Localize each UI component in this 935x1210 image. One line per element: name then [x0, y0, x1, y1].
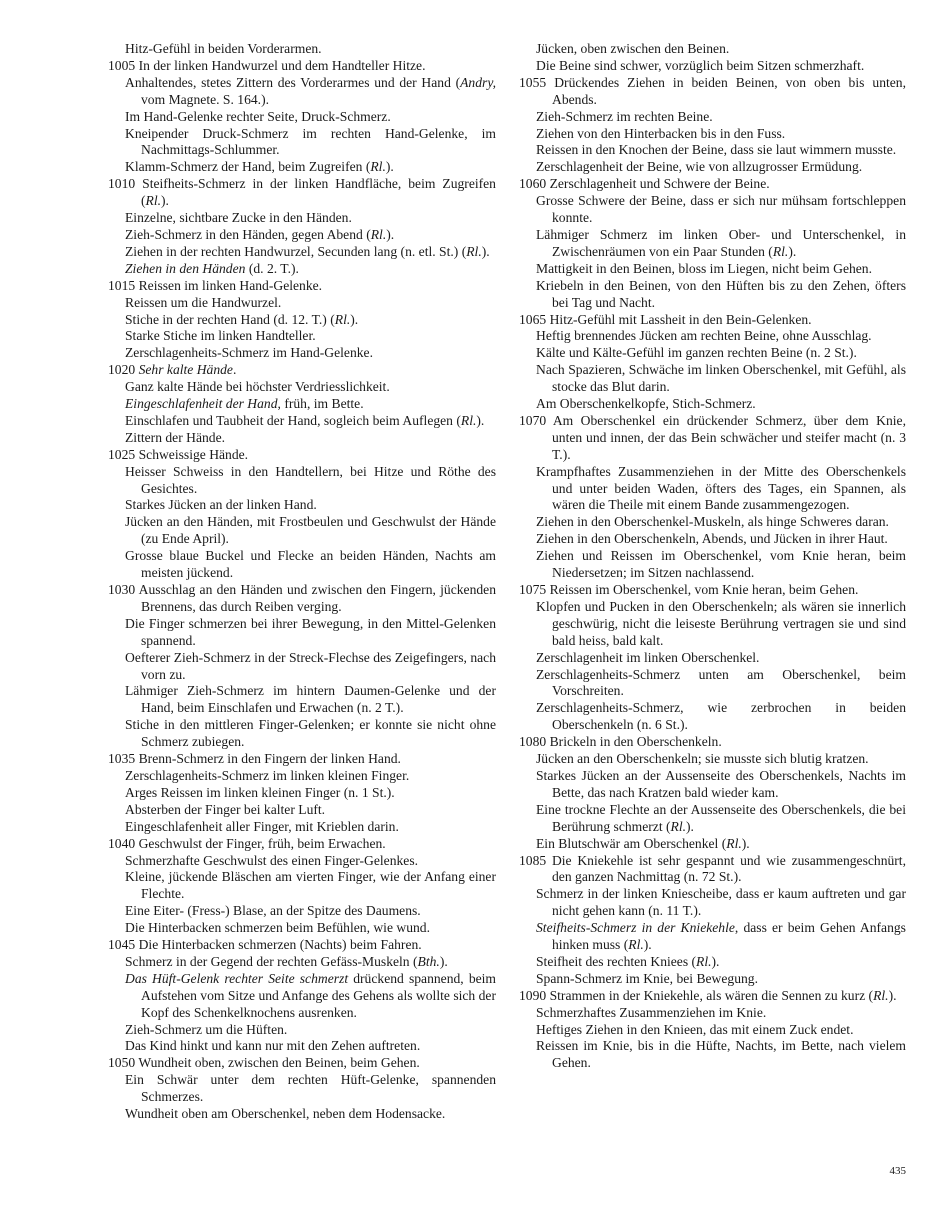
entry-text: ).	[888, 987, 897, 1003]
entry-number: 1045	[108, 937, 136, 953]
entry-text: Starkes Jücken an der linken Hand.	[125, 497, 317, 513]
entry-text-italic: Rl.	[370, 226, 387, 242]
entry-number: 1070	[519, 412, 547, 428]
entry-text: Steifheit des rechten Kniees (	[536, 953, 697, 969]
entry-text: Zerschlagenheit im linken Oberschenkel.	[536, 649, 760, 665]
entry	[108, 548, 496, 582]
entry-text: Klopfen und Pucken in den Oberschenkeln; als wären sie innerlich geschwürig, nicht die leiseste Berührung vertragen sie und sind bald heiss, bald kalt.	[536, 598, 906, 648]
entry	[519, 514, 906, 531]
entry-text: Stiche in der rechten Hand (d. 12. T.) (	[125, 311, 335, 327]
entry-number: 1060	[519, 176, 547, 192]
entry	[519, 464, 906, 515]
entry	[108, 109, 496, 126]
entry-number: 1005	[108, 57, 136, 73]
numbered-entry	[519, 75, 906, 109]
entry-text: Zerschlagenheits-Schmerz, wie zerbrochen in beiden Oberschenkeln (n. 6 St.).	[536, 700, 906, 733]
page-number: 435	[889, 1165, 906, 1177]
entry-text: Einschlafen und Taubheit der Hand, sogleich beim Auflegen (	[125, 412, 461, 428]
entry-text-italic: Rl.	[772, 243, 789, 259]
entry-text: Reissen im Knie, bis in die Hüfte, Nachts, im Bette, nach vielem Gehen.	[536, 1038, 906, 1071]
entry-text: Wundheit oben, zwischen den Beinen, beim Gehen.	[138, 1055, 420, 1071]
numbered-entry	[519, 312, 906, 329]
entry-text: Am Oberschenkelkopfe, Stich-Schmerz.	[536, 396, 756, 412]
entry-number: 1020	[108, 362, 136, 378]
numbered-entry	[519, 176, 906, 193]
entry-text: , früh, im Bette.	[277, 396, 364, 412]
entry	[108, 210, 496, 227]
right-column	[519, 41, 906, 1072]
entry-number: 1025	[108, 446, 136, 462]
entry-text: Absterben der Finger bei kalter Luft.	[125, 801, 326, 817]
entry-text: Eingeschlafenheit aller Finger, mit Krieblen darin.	[125, 818, 399, 834]
entry	[519, 109, 906, 126]
entry-text-italic: Rl.	[696, 953, 712, 969]
entry-text: Zerschlagenheits-Schmerz im linken kleinen Finger.	[125, 767, 410, 783]
entry-text-italic: Andry,	[460, 74, 496, 90]
entry	[108, 295, 496, 312]
entry-text: Zieh-Schmerz in den Händen, gegen Abend (	[125, 226, 371, 242]
entry	[108, 345, 496, 362]
entry-text: .	[232, 362, 237, 378]
entry	[108, 227, 496, 244]
entry	[108, 244, 496, 261]
entry	[519, 328, 906, 345]
entry	[108, 785, 496, 802]
entry-text: Zerschlagenheit und Schwere der Beine.	[549, 176, 770, 192]
entry-text: Starkes Jücken an der Aussenseite des Oberschenkels, Nachts im Bette, das nach Kratzen bald wieder kam.	[536, 767, 906, 800]
entry	[108, 379, 496, 396]
entry	[519, 751, 906, 768]
entry-number: 1010	[108, 176, 136, 192]
entry	[519, 650, 906, 667]
entry-text: Zerschlagenheit der Beine, wie von allzugrosser Ermüdung.	[536, 159, 863, 175]
entry	[108, 971, 496, 1022]
entry-text: ).	[386, 226, 395, 242]
entry	[108, 903, 496, 920]
numbered-entry	[108, 1055, 496, 1072]
entry-number: 1090	[519, 987, 547, 1003]
entry-text: Kriebeln in den Beinen, von den Hüften bis zu den Zehen, öfters bei Tag und Nacht.	[536, 277, 906, 310]
entry-text: Das Kind hinkt und kann nur mit den Zehen auftreten.	[125, 1038, 421, 1054]
entry-text: Starke Stiche im linken Handteller.	[125, 328, 316, 344]
entry-text: Schweissige Hände.	[138, 446, 249, 462]
entry-text: ).	[385, 159, 394, 175]
entry-text-italic: Steifheits-Schmerz in der Kniekehle	[536, 920, 735, 936]
numbered-entry	[519, 988, 906, 1005]
entry-text: Ziehen von den Hinterbacken bis in den Fuss.	[536, 125, 786, 141]
entry-text: Reissen im Oberschenkel, vom Knie heran, beim Gehen.	[549, 582, 859, 597]
entry	[108, 802, 496, 819]
entry	[108, 514, 496, 548]
entry	[519, 700, 906, 734]
entry	[108, 650, 496, 684]
entry-text: Krampfhaftes Zusammenziehen in der Mitte des Oberschenkels und unter beiden Waden, öfters des Tages, ein Spannen, als wären die Theile mit einem Bande zusammengezogen.	[536, 463, 906, 513]
entry-text: Ausschlag an den Händen und zwischen den Fingern, jückenden Brennens, das durch Reiben verging.	[138, 582, 496, 614]
entry-text: Die Hinterbacken schmerzen (Nachts) beim Fahren.	[138, 937, 422, 953]
entry-text: Zerschlagenheits-Schmerz im Hand-Gelenke.	[125, 345, 373, 361]
entry-text: Hitz-Gefühl in beiden Vorderarmen.	[125, 41, 322, 56]
entry	[519, 41, 906, 58]
entry-text: Die Beine sind schwer, vorzüglich beim Sitzen schmerzhaft.	[536, 57, 865, 73]
entry-text: ).	[711, 953, 720, 969]
entry-text: Hitz-Gefühl mit Lassheit in den Bein-Gelenken.	[549, 311, 812, 327]
entry-text-italic: Eingeschlafenheit der Hand	[125, 396, 278, 412]
entry-text: Zittern der Hände.	[125, 429, 226, 445]
entry-text: Strammen in der Kniekehle, als wären die Sennen zu kurz (	[549, 987, 874, 1003]
entry	[519, 58, 906, 75]
entry	[519, 599, 906, 650]
numbered-entry	[108, 278, 496, 295]
entry-text: Oefterer Zieh-Schmerz in der Streck-Flechse des Zeigefingers, nach vorn zu.	[125, 649, 496, 682]
entry-text-italic: Sehr kalte Hände	[138, 362, 233, 378]
entry-text: Ein Schwär unter dem rechten Hüft-Gelenke, spannenden Schmerzes.	[125, 1072, 496, 1105]
entry-number: 1075	[519, 582, 547, 597]
entry	[519, 193, 906, 227]
entry	[519, 531, 906, 548]
entry	[108, 464, 496, 498]
entry-text-italic: Rl.	[145, 193, 162, 209]
entry-text-italic: Rl.	[726, 835, 742, 851]
entry	[519, 362, 906, 396]
entry	[519, 802, 906, 836]
entry-text: Die Kniekehle ist sehr gespannt und wie zusammengeschnürt, den ganzen Nachmittag (n. 72 St.).	[551, 852, 906, 885]
entry-text-italic: Rl.	[460, 412, 477, 428]
entry-number: 1040	[108, 835, 136, 851]
entry-text: In der linken Handwurzel und dem Handteller Hitze.	[138, 57, 426, 73]
entry	[108, 413, 496, 430]
numbered-entry	[108, 447, 496, 464]
entry-text: Drückendes Ziehen in beiden Beinen, von oben bis unten, Abends.	[552, 74, 907, 107]
entry	[108, 328, 496, 345]
entry-text: Brickeln in den Oberschenkeln.	[549, 734, 722, 750]
entry-text: Schmerz in der Gegend der rechten Gefäss-Muskeln (	[125, 953, 418, 969]
numbered-entry	[108, 937, 496, 954]
entry	[519, 278, 906, 312]
entry	[108, 1022, 496, 1039]
entry	[108, 1072, 496, 1106]
entry	[519, 126, 906, 143]
entry	[519, 142, 906, 159]
entry-text: Arges Reissen im linken kleinen Finger (n. 1 St.).	[125, 784, 395, 800]
entry-text: ).	[350, 311, 359, 327]
entry	[108, 920, 496, 937]
entry-text: Klamm-Schmerz der Hand, beim Zugreifen (	[125, 159, 371, 175]
entry-number: 1065	[519, 311, 547, 327]
entry-text: Zieh-Schmerz im rechten Beine.	[536, 108, 713, 124]
numbered-entry	[519, 413, 906, 464]
entry	[108, 126, 496, 160]
entry-text: Schmerzhaftes Zusammenziehen im Knie.	[536, 1004, 767, 1020]
entry-text: Nach Spazieren, Schwäche im linken Oberschenkel, mit Gefühl, als stocke das Blut darin.	[536, 362, 906, 395]
entry-text: Stiche in den mittleren Finger-Gelenken; er konnte sie nicht ohne Schmerz zubiegen.	[125, 717, 496, 750]
entry-text: Heftig brennendes Jücken am rechten Beine, ohne Ausschlag.	[536, 328, 872, 344]
entry-text: Jücken an den Oberschenkeln; sie musste sich blutig kratzen.	[536, 751, 869, 767]
entry-number: 1085	[519, 852, 547, 868]
entry-text: Einzelne, sichtbare Zucke in den Händen.	[125, 210, 352, 226]
entry-text: Ziehen in den Oberschenkel-Muskeln, als hinge Schweres daran.	[536, 514, 889, 530]
entry	[108, 497, 496, 514]
entry-text: Die Hinterbacken schmerzen beim Befühlen, wie wund.	[125, 920, 430, 936]
entry-text-italic: Rl.	[466, 243, 482, 259]
entry	[108, 396, 496, 413]
entry-text: Eine Eiter- (Fress-) Blase, an der Spitze des Daumens.	[125, 903, 421, 919]
entry-text: Mattigkeit in den Beinen, bloss im Liegen, nicht beim Gehen.	[536, 260, 873, 276]
entry-text-italic: Rl.	[334, 311, 351, 327]
entry-text: Reissen um die Handwurzel.	[125, 294, 282, 310]
entry	[519, 920, 906, 954]
entry-number: 1030	[108, 582, 136, 597]
numbered-entry	[519, 582, 906, 599]
entry-text: Jücken, oben zwischen den Beinen.	[536, 41, 730, 56]
entry-text-italic: Das Hüft-Gelenk rechter Seite schmerzt	[125, 970, 349, 986]
entry-text: Am Oberschenkel ein drückender Schmerz, über dem Knie, unten und innen, der das Bein schwächer und steifer macht (n. 3 T.).	[552, 412, 906, 462]
entry	[519, 261, 906, 278]
numbered-entry	[108, 176, 496, 210]
entry	[108, 683, 496, 717]
entry	[519, 396, 906, 413]
entry-text: Spann-Schmerz im Knie, bei Bewegung.	[536, 970, 758, 986]
entry-number: 1055	[519, 74, 547, 90]
entry-text: ).	[161, 193, 169, 209]
entry	[519, 971, 906, 988]
entry	[519, 548, 906, 582]
entry-text: Heisser Schweiss in den Handtellern, bei Hitze und Röthe des Gesichtes.	[125, 463, 496, 496]
numbered-entry	[108, 751, 496, 768]
entry-text: Eine trockne Flechte an der Aussenseite des Oberschenkels, die bei Berührung schmerzt (	[536, 801, 906, 834]
entry-text-italic: Rl.	[628, 937, 644, 953]
entry-text: Reissen in den Knochen der Beine, dass sie laut wimmern musste.	[536, 142, 897, 158]
entry-text: ).	[439, 953, 448, 969]
entry-text: vom Magnete. S. 164.).	[141, 91, 269, 107]
entry	[519, 886, 906, 920]
entry-text: Reissen im linken Hand-Gelenke.	[138, 277, 323, 293]
entry-text: Zerschlagenheits-Schmerz unten am Oberschenkel, beim Vorschreiten.	[536, 666, 906, 699]
entry-text: Ein Blutschwär am Oberschenkel (	[536, 835, 727, 851]
entry-text: Geschwulst der Finger, früh, beim Erwachen.	[138, 835, 386, 851]
entry	[519, 836, 906, 853]
numbered-entry	[108, 582, 496, 616]
entry	[108, 261, 496, 278]
entry-text-italic: Bth.	[417, 953, 440, 969]
numbered-entry	[108, 362, 496, 379]
entry-text: Anhaltendes, stetes Zittern des Vorderarmes und der Hand (	[125, 74, 461, 90]
entry-text: Ganz kalte Hände bei höchster Verdriesslichkeit.	[125, 379, 390, 395]
entry	[519, 667, 906, 701]
entry	[108, 819, 496, 836]
numbered-entry	[519, 853, 906, 887]
entry-text: ).	[788, 243, 797, 259]
entry	[519, 227, 906, 261]
entry	[108, 954, 496, 971]
numbered-entry	[108, 58, 496, 75]
entry	[108, 430, 496, 447]
entry-text: Brenn-Schmerz in den Fingern der linken Hand.	[138, 751, 401, 767]
entry-text: Die Finger schmerzen bei ihrer Bewegung, in den Mittel-Gelenken spannend.	[125, 615, 496, 648]
entry	[519, 1022, 906, 1039]
entry-text: ).	[643, 937, 652, 953]
entry-text: Kälte und Kälte-Gefühl im ganzen rechten Beine (n. 2 St.).	[536, 345, 857, 361]
entry-text: ).	[481, 243, 490, 259]
entry	[519, 345, 906, 362]
entry	[519, 954, 906, 971]
entry	[108, 312, 496, 329]
numbered-entry	[108, 836, 496, 853]
entry-number: 1015	[108, 277, 136, 293]
entry	[108, 869, 496, 903]
entry-text: Im Hand-Gelenke rechter Seite, Druck-Schmerz.	[125, 108, 391, 124]
entry-text-italic: Rl.	[370, 159, 386, 175]
entry	[108, 75, 496, 109]
entry	[108, 616, 496, 650]
entry-text: Wundheit oben am Oberschenkel, neben dem Hodensacke.	[125, 1106, 446, 1122]
entry	[519, 1038, 906, 1072]
entry-text: Zieh-Schmerz um die Hüften.	[125, 1021, 288, 1037]
entry-text: ).	[686, 818, 694, 834]
entry	[519, 159, 906, 176]
entry-number: 1080	[519, 734, 547, 750]
entry	[108, 1106, 496, 1123]
entry-text: Schmerz in der linken Kniescheibe, dass er kaum auftreten und gar nicht gehen kann (n. 11 T.).	[536, 886, 906, 919]
entry-number: 1035	[108, 751, 136, 767]
entry-text: (d. 2. T.).	[245, 260, 299, 276]
entry	[108, 853, 496, 870]
entry-text: Lähmiger Schmerz im linken Ober- und Unterschenkel, in Zwischenräumen von ein Paar Stunden (	[536, 226, 906, 259]
entry-text: Jücken an den Händen, mit Frostbeulen und Geschwulst der Hände (zu Ende April).	[125, 514, 496, 547]
entry-text: Grosse Schwere der Beine, dass er sich nur mühsam fortschleppen konnte.	[536, 193, 906, 226]
entry-text-italic: Rl.	[670, 818, 687, 834]
entry-text: Kneipender Druck-Schmerz im rechten Hand-Gelenke, im Nachmittags-Schlummer.	[125, 125, 496, 158]
entry-text-italic: Ziehen in den Händen	[125, 260, 246, 276]
entry-text: Grosse blaue Buckel und Flecke an beiden Händen, Nachts am meisten jückend.	[125, 548, 496, 581]
entry-text: Ziehen in den Oberschenkeln, Abends, und Jücken in ihrer Haut.	[536, 531, 888, 547]
entry	[108, 768, 496, 785]
entry-text: Ziehen in der rechten Handwurzel, Secunden lang (n. etl. St.) (	[125, 243, 467, 259]
entry-text: Heftiges Ziehen in den Knieen, das mit einem Zuck endet.	[536, 1021, 854, 1037]
entry-text: Lähmiger Zieh-Schmerz im hintern Daumen-Gelenke und der Hand, beim Einschlafen und Erwachen (n. 2 T.).	[125, 683, 496, 716]
entry-text: , dass er beim Gehen Anfangs hinken muss (	[552, 920, 906, 953]
entry-text: Steifheits-Schmerz in der linken Handfläche, beim Zugreifen (	[141, 176, 496, 209]
entry-text: Schmerzhafte Geschwulst des einen Finger-Gelenkes.	[125, 852, 419, 868]
entry	[108, 41, 496, 58]
entry	[519, 1005, 906, 1022]
entry	[108, 717, 496, 751]
entry-text: Kleine, jückende Bläschen am vierten Finger, wie der Anfang einer Flechte.	[125, 869, 496, 902]
numbered-entry	[519, 734, 906, 751]
left-column	[108, 41, 496, 1123]
entry-text: ).	[476, 412, 485, 428]
entry-number: 1050	[108, 1055, 136, 1071]
entry-text: drückend spannend, beim Aufstehen vom Sitze und Anfange des Gehens als wollte sich der Kopf des Schenkelknochens ausrenken.	[141, 970, 496, 1020]
entry-text: ).	[741, 835, 750, 851]
entry	[108, 159, 496, 176]
entry	[108, 1038, 496, 1055]
entry-text: Ziehen und Reissen im Oberschenkel, vom Knie heran, beim Niedersetzen; im Sitzen nachlassend.	[536, 548, 906, 581]
entry-text-italic: Rl.	[873, 987, 889, 1003]
entry	[519, 768, 906, 802]
